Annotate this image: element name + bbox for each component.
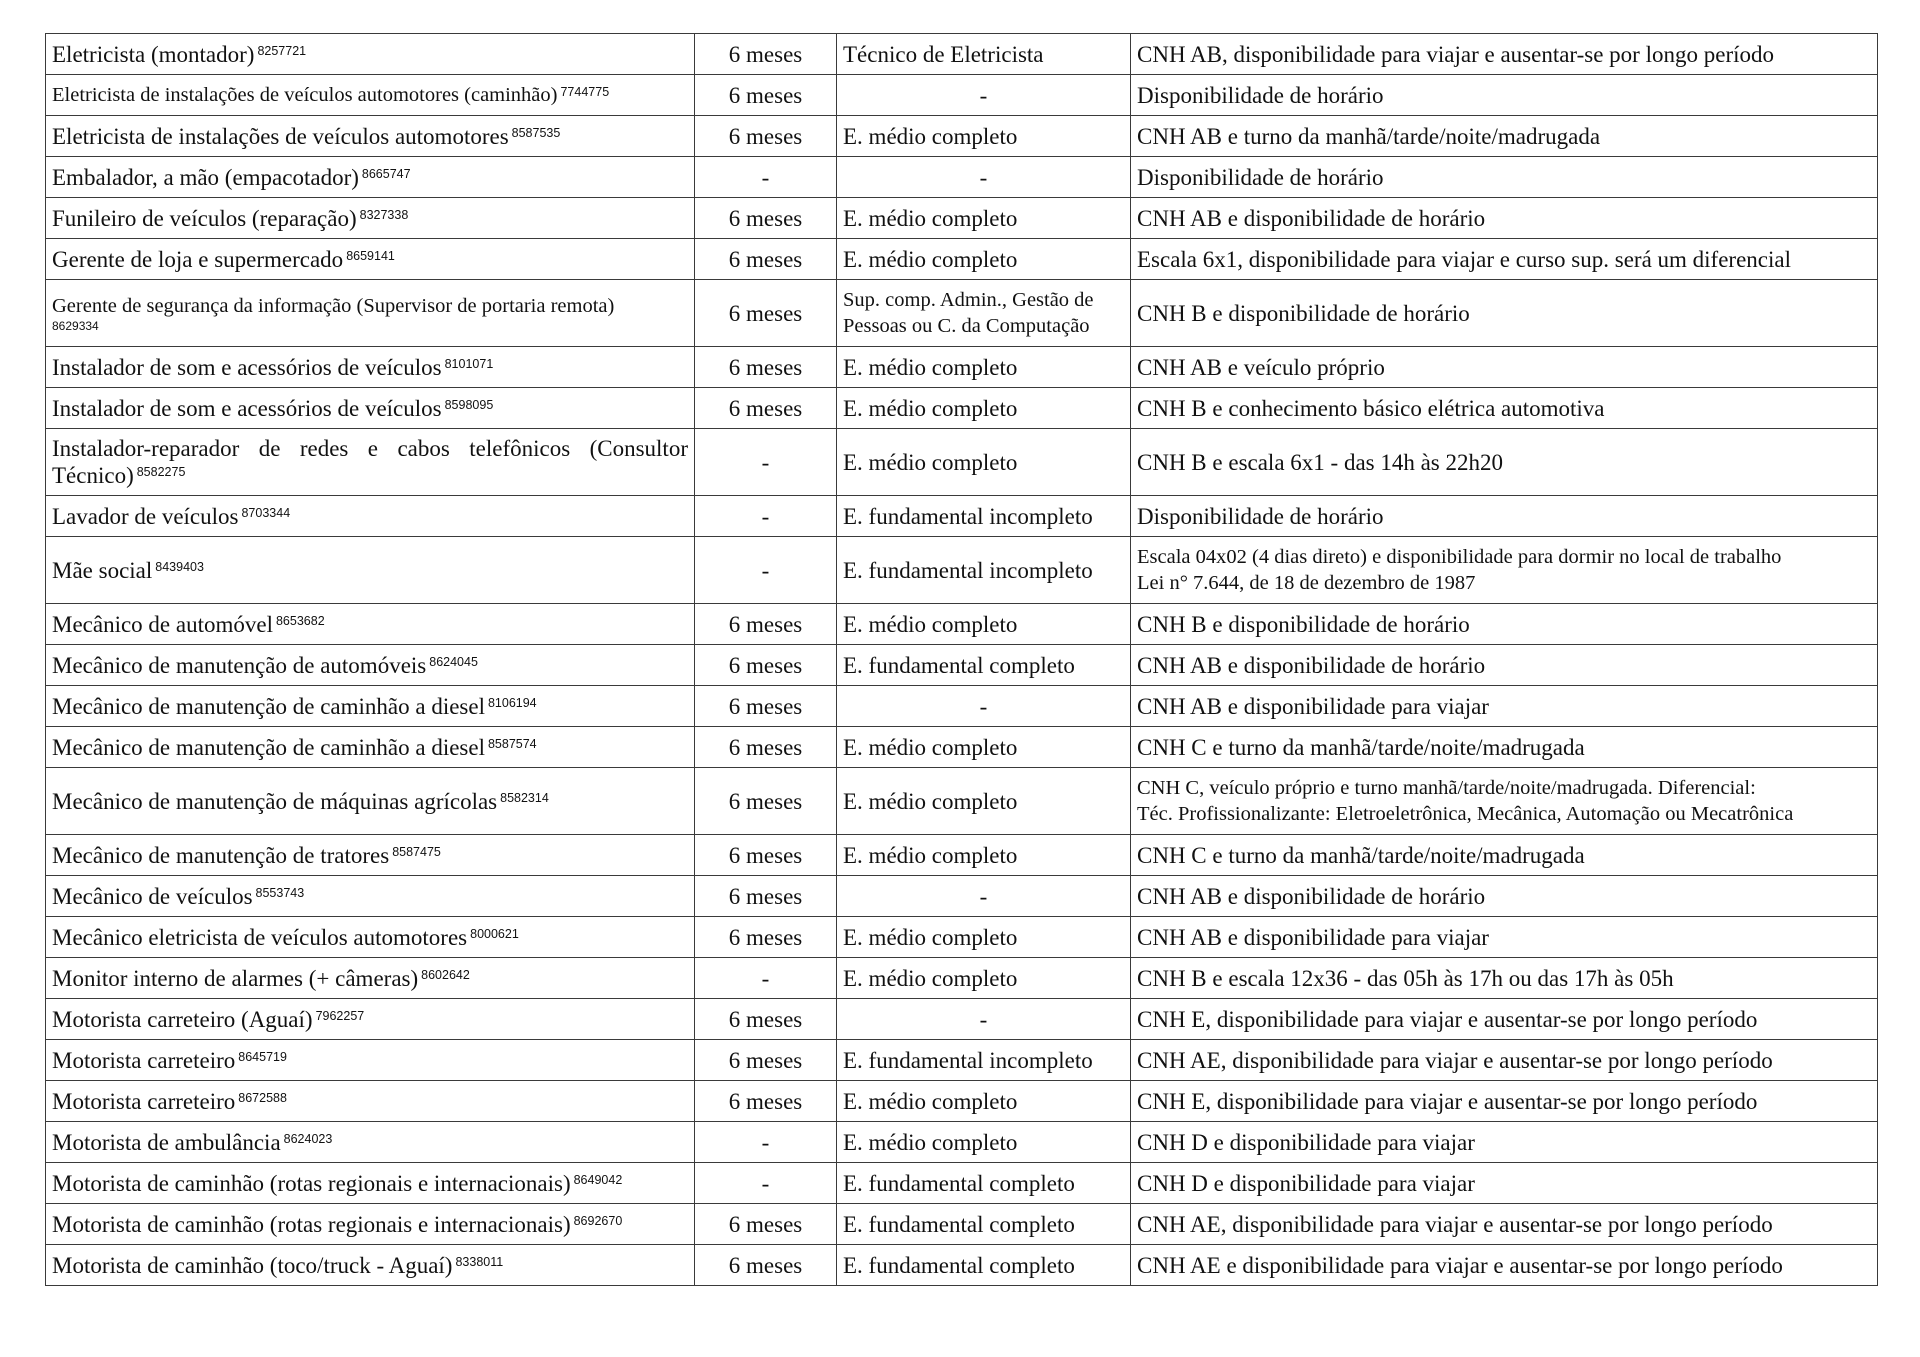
job-code: 7744775 xyxy=(560,84,610,99)
education-cell: E. médio completo xyxy=(837,429,1131,496)
experience-cell: 6 meses xyxy=(695,239,837,280)
requirements-cell xyxy=(1131,429,1878,496)
education-cell: E. médio completo xyxy=(837,388,1131,429)
job-title: Gerente de segurança da informação (Supervisor de portaria remota) xyxy=(52,294,615,317)
job-title-cell xyxy=(46,496,695,537)
education-cell: E. médio completo xyxy=(837,958,1131,999)
table-row xyxy=(46,75,1878,116)
experience-cell: - xyxy=(695,1163,837,1204)
job-title: Mecânico eletricista de veículos automotores xyxy=(52,924,468,950)
job-code: 8645719 xyxy=(238,1049,287,1064)
job-code: 7962257 xyxy=(315,1008,365,1023)
job-title-cell xyxy=(46,686,695,727)
experience-cell: 6 meses xyxy=(695,116,837,157)
requirements-cell xyxy=(1131,537,1878,604)
requirements-cell xyxy=(1131,1122,1878,1163)
job-title: Monitor interno de alarmes (+ câmeras) xyxy=(52,965,419,991)
job-title: Motorista carreteiro xyxy=(52,1088,236,1114)
table-row xyxy=(46,1122,1878,1163)
education-cell: E. médio completo xyxy=(837,604,1131,645)
table-row xyxy=(46,1245,1878,1286)
requirements-cell xyxy=(1131,1040,1878,1081)
job-title-cell xyxy=(46,198,695,239)
requirement-line: Disponibilidade de horário xyxy=(1137,503,1384,529)
education-cell: E. médio completo xyxy=(837,1081,1131,1122)
job-code: 8624023 xyxy=(283,1131,333,1146)
job-title-cell xyxy=(46,1081,695,1122)
requirement-line: CNH B e disponibilidade de horário xyxy=(1137,611,1470,637)
table-row xyxy=(46,347,1878,388)
requirement-line: CNH C e turno da manhã/tarde/noite/madrugada xyxy=(1137,842,1585,868)
job-title-cell xyxy=(46,1204,695,1245)
job-code: 8602642 xyxy=(421,967,470,982)
requirement-line: CNH AB e disponibilidade de horário xyxy=(1137,652,1486,678)
job-title: Mecânico de manutenção de caminhão a diesel xyxy=(52,693,485,719)
education-cell: - xyxy=(837,999,1131,1040)
requirement-line: CNH E, disponibilidade para viajar e ausentar-se por longo período xyxy=(1137,1088,1758,1114)
table-row xyxy=(46,496,1878,537)
job-title-cell xyxy=(46,1122,695,1163)
job-listings-body xyxy=(46,34,1878,1286)
requirements-cell xyxy=(1131,1245,1878,1286)
requirements-cell xyxy=(1131,157,1878,198)
requirements-cell xyxy=(1131,1204,1878,1245)
education-cell: E. fundamental incompleto xyxy=(837,496,1131,537)
education-cell: E. médio completo xyxy=(837,239,1131,280)
job-code: 8665747 xyxy=(361,166,411,181)
requirements-cell xyxy=(1131,604,1878,645)
job-title: Mecânico de manutenção de caminhão a diesel xyxy=(52,734,485,760)
table-row xyxy=(46,388,1878,429)
requirements-cell xyxy=(1131,75,1878,116)
job-title-cell xyxy=(46,239,695,280)
job-title: Motorista de caminhão (toco/truck - Aguaí) xyxy=(52,1252,453,1278)
experience-cell: 6 meses xyxy=(695,75,837,116)
requirements-cell xyxy=(1131,645,1878,686)
education-cell: E. médio completo xyxy=(837,347,1131,388)
job-title-cell xyxy=(46,876,695,917)
requirement-line: CNH D e disponibilidade para viajar xyxy=(1137,1129,1475,1155)
job-title-cell xyxy=(46,645,695,686)
experience-cell: 6 meses xyxy=(695,645,837,686)
requirement-line: CNH C, veículo próprio e turno manhã/tarde/noite/madrugada. Diferencial: xyxy=(1137,777,1756,799)
job-title: Mecânico de manutenção de tratores xyxy=(52,842,390,868)
requirements-cell xyxy=(1131,835,1878,876)
job-code: 8582275 xyxy=(136,465,186,479)
requirements-cell xyxy=(1131,1081,1878,1122)
education-cell: Técnico de Eletricista xyxy=(837,34,1131,75)
job-code: 8629334 xyxy=(52,318,99,333)
requirements-cell xyxy=(1131,388,1878,429)
job-title: Funileiro de veículos (reparação) xyxy=(52,205,357,231)
table-row xyxy=(46,958,1878,999)
table-row xyxy=(46,686,1878,727)
job-title-cell xyxy=(46,280,695,347)
requirements-cell xyxy=(1131,198,1878,239)
job-title-cell xyxy=(46,429,695,496)
job-title: Gerente de loja e supermercado xyxy=(52,246,344,272)
table-row xyxy=(46,645,1878,686)
job-code: 8582314 xyxy=(500,790,549,805)
job-code: 8000621 xyxy=(470,926,519,941)
requirement-line: CNH AB e veículo próprio xyxy=(1137,354,1385,380)
education-cell: E. fundamental incompleto xyxy=(837,537,1131,604)
experience-cell: - xyxy=(695,429,837,496)
job-title: Mecânico de manutenção de automóveis xyxy=(52,652,427,678)
table-row xyxy=(46,1040,1878,1081)
table-row xyxy=(46,34,1878,75)
job-code: 8587535 xyxy=(511,125,561,140)
experience-cell: 6 meses xyxy=(695,917,837,958)
job-title-cell xyxy=(46,347,695,388)
experience-cell: - xyxy=(695,496,837,537)
experience-cell: 6 meses xyxy=(695,876,837,917)
experience-cell: 6 meses xyxy=(695,999,837,1040)
job-code: 8257721 xyxy=(257,43,307,58)
experience-cell: 6 meses xyxy=(695,280,837,347)
requirements-cell xyxy=(1131,116,1878,157)
job-title-cell xyxy=(46,835,695,876)
education-cell: - xyxy=(837,686,1131,727)
requirements-cell xyxy=(1131,999,1878,1040)
job-title-cell xyxy=(46,1163,695,1204)
experience-cell: 6 meses xyxy=(695,198,837,239)
requirements-cell xyxy=(1131,1163,1878,1204)
requirements-cell xyxy=(1131,727,1878,768)
requirement-line: CNH B e escala 12x36 - das 05h às 17h ou das 17h às 05h xyxy=(1137,965,1674,991)
education-cell: E. médio completo xyxy=(837,727,1131,768)
education-cell: - xyxy=(837,75,1131,116)
requirement-line: CNH AE, disponibilidade para viajar e ausentar-se por longo período xyxy=(1137,1211,1773,1237)
requirement-line: CNH AB e disponibilidade para viajar xyxy=(1137,693,1489,719)
experience-cell: - xyxy=(695,537,837,604)
job-title: Motorista carreteiro (Aguaí) xyxy=(52,1006,313,1032)
requirements-cell xyxy=(1131,496,1878,537)
requirement-line: CNH E, disponibilidade para viajar e ausentar-se por longo período xyxy=(1137,1006,1758,1032)
education-cell: E. médio completo xyxy=(837,917,1131,958)
education-cell: E. fundamental completo xyxy=(837,1204,1131,1245)
education-cell: E. médio completo xyxy=(837,768,1131,835)
requirements-cell xyxy=(1131,280,1878,347)
requirement-line: Escala 6x1, disponibilidade para viajar e curso sup. será um diferencial xyxy=(1137,246,1791,272)
table-row xyxy=(46,429,1878,496)
experience-cell: - xyxy=(695,958,837,999)
experience-cell: 6 meses xyxy=(695,727,837,768)
job-code: 8653682 xyxy=(275,613,325,628)
job-code: 8101071 xyxy=(444,356,494,371)
table-row xyxy=(46,157,1878,198)
education-cell: E. fundamental completo xyxy=(837,1163,1131,1204)
experience-cell: 6 meses xyxy=(695,686,837,727)
requirements-cell xyxy=(1131,917,1878,958)
table-row xyxy=(46,1163,1878,1204)
job-code: 8624045 xyxy=(429,654,478,669)
requirements-cell xyxy=(1131,958,1878,999)
table-row xyxy=(46,239,1878,280)
requirement-line: CNH AB e disponibilidade para viajar xyxy=(1137,924,1489,950)
job-title-cell xyxy=(46,1245,695,1286)
job-code: 8587475 xyxy=(392,844,441,859)
job-title: Embalador, a mão (empacotador) xyxy=(52,164,359,190)
job-title-cell xyxy=(46,1040,695,1081)
requirement-line: CNH B e escala 6x1 - das 14h às 22h20 xyxy=(1137,449,1504,475)
education-cell: Sup. comp. Admin., Gestão de Pessoas ou C. da Computação xyxy=(837,280,1131,347)
job-title-cell xyxy=(46,958,695,999)
experience-cell: 6 meses xyxy=(695,347,837,388)
education-cell: - xyxy=(837,157,1131,198)
job-title-cell xyxy=(46,34,695,75)
job-title: Mecânico de automóvel xyxy=(52,611,273,637)
job-title-cell xyxy=(46,917,695,958)
experience-cell: 6 meses xyxy=(695,388,837,429)
table-row xyxy=(46,835,1878,876)
job-title: Motorista de ambulância xyxy=(52,1129,281,1155)
requirement-line: CNH D e disponibilidade para viajar xyxy=(1137,1170,1475,1196)
experience-cell: 6 meses xyxy=(695,1204,837,1245)
education-cell: E. fundamental incompleto xyxy=(837,1040,1131,1081)
requirement-line: CNH AE, disponibilidade para viajar e ausentar-se por longo período xyxy=(1137,1047,1773,1073)
table-row xyxy=(46,280,1878,347)
job-title-cell xyxy=(46,999,695,1040)
requirements-cell xyxy=(1131,34,1878,75)
table-row xyxy=(46,768,1878,835)
job-code: 8587574 xyxy=(487,736,537,751)
document-page xyxy=(45,33,1877,1286)
requirement-line: Téc. Profissionalizante: Eletroeletrônica, Mecânica, Automação ou Mecatrônica xyxy=(1137,803,1794,825)
education-cell: E. médio completo xyxy=(837,835,1131,876)
requirement-line: CNH C e turno da manhã/tarde/noite/madrugada xyxy=(1137,734,1585,760)
education-cell: E. médio completo xyxy=(837,116,1131,157)
job-title-cell xyxy=(46,604,695,645)
experience-cell: 6 meses xyxy=(695,768,837,835)
job-title: Mãe social xyxy=(52,557,153,583)
requirement-line: CNH AB e disponibilidade de horário xyxy=(1137,883,1486,909)
table-row xyxy=(46,116,1878,157)
requirement-line: CNH B e disponibilidade de horário xyxy=(1137,300,1470,326)
job-title: Lavador de veículos xyxy=(52,503,239,529)
table-row xyxy=(46,999,1878,1040)
experience-cell: 6 meses xyxy=(695,1040,837,1081)
job-title: Instalador de som e acessórios de veículos xyxy=(52,395,442,421)
education-cell: - xyxy=(837,876,1131,917)
table-row xyxy=(46,917,1878,958)
job-code: 8439403 xyxy=(155,559,204,574)
job-code: 8649042 xyxy=(573,1172,623,1187)
requirement-line: Escala 04x02 (4 dias direto) e disponibilidade para dormir no local de trabalho xyxy=(1137,546,1782,568)
education-cell: E. médio completo xyxy=(837,198,1131,239)
requirements-cell xyxy=(1131,768,1878,835)
job-title: Motorista de caminhão (rotas regionais e internacionais) xyxy=(52,1170,571,1196)
experience-cell: 6 meses xyxy=(695,835,837,876)
requirement-line: Disponibilidade de horário xyxy=(1137,82,1384,108)
job-code: 8703344 xyxy=(241,505,291,520)
job-title: Eletricista de instalações de veículos automotores xyxy=(52,123,509,149)
requirement-line: Lei n° 7.644, de 18 de dezembro de 1987 xyxy=(1137,572,1476,594)
job-title-cell xyxy=(46,157,695,198)
experience-cell: 6 meses xyxy=(695,604,837,645)
experience-cell: 6 meses xyxy=(695,34,837,75)
table-row xyxy=(46,198,1878,239)
job-code: 8106194 xyxy=(487,695,537,710)
requirement-line: CNH AE e disponibilidade para viajar e ausentar-se por longo período xyxy=(1137,1252,1783,1278)
job-title: Mecânico de veículos xyxy=(52,883,253,909)
job-title: Instalador-reparador de redes e cabos telefônicos (Consultor Técnico) xyxy=(52,436,688,488)
requirement-line: CNH AB e turno da manhã/tarde/noite/madrugada xyxy=(1137,123,1601,149)
job-title: Motorista carreteiro xyxy=(52,1047,236,1073)
requirement-line: CNH AB, disponibilidade para viajar e ausentar-se por longo período xyxy=(1137,41,1774,67)
job-code: 8692670 xyxy=(573,1213,623,1228)
job-code: 8672588 xyxy=(238,1090,287,1105)
table-row xyxy=(46,604,1878,645)
table-row xyxy=(46,1081,1878,1122)
education-cell: E. médio completo xyxy=(837,1122,1131,1163)
job-title-cell xyxy=(46,116,695,157)
job-title: Mecânico de manutenção de máquinas agrícolas xyxy=(52,788,498,814)
job-title: Eletricista de instalações de veículos automotores (caminhão) xyxy=(52,83,558,106)
requirement-line: Disponibilidade de horário xyxy=(1137,164,1384,190)
job-listings-table xyxy=(45,33,1878,1286)
job-title-cell xyxy=(46,75,695,116)
job-title-cell xyxy=(46,727,695,768)
job-code: 8659141 xyxy=(346,248,395,263)
experience-cell: - xyxy=(695,1122,837,1163)
table-row xyxy=(46,876,1878,917)
job-code: 8338011 xyxy=(455,1254,504,1269)
job-title: Motorista de caminhão (rotas regionais e internacionais) xyxy=(52,1211,571,1237)
table-row xyxy=(46,537,1878,604)
requirements-cell xyxy=(1131,239,1878,280)
table-row xyxy=(46,1204,1878,1245)
education-cell: E. fundamental completo xyxy=(837,1245,1131,1286)
job-code: 8598095 xyxy=(444,397,494,412)
table-row xyxy=(46,727,1878,768)
experience-cell: 6 meses xyxy=(695,1245,837,1286)
job-code: 8327338 xyxy=(359,207,409,222)
requirements-cell xyxy=(1131,686,1878,727)
job-title-cell xyxy=(46,537,695,604)
experience-cell: - xyxy=(695,157,837,198)
job-title: Instalador de som e acessórios de veículos xyxy=(52,354,442,380)
requirements-cell xyxy=(1131,347,1878,388)
requirement-line: CNH AB e disponibilidade de horário xyxy=(1137,205,1486,231)
requirement-line: CNH B e conhecimento básico elétrica automotiva xyxy=(1137,395,1605,421)
job-title-cell xyxy=(46,768,695,835)
requirements-cell xyxy=(1131,876,1878,917)
job-title-cell xyxy=(46,388,695,429)
job-title: Eletricista (montador) xyxy=(52,41,255,67)
experience-cell: 6 meses xyxy=(695,1081,837,1122)
education-cell: E. fundamental completo xyxy=(837,645,1131,686)
job-code: 8553743 xyxy=(255,885,305,900)
